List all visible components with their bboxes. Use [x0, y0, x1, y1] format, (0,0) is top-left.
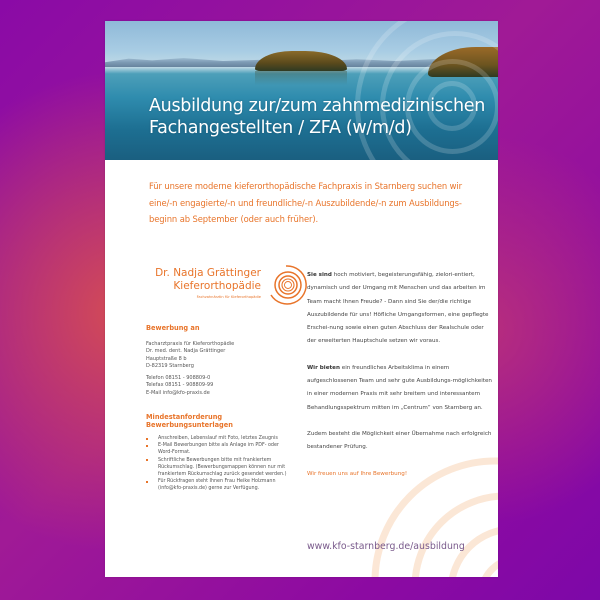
phone: Telefon 08151 - 908809-0	[146, 374, 211, 381]
postal-address	[146, 341, 291, 371]
paragraph-text: hoch motiviert, begeisterungsfähig, zielori-entiert, dynamisch und der Umgang mit Menschen und das arbeiten im Team macht Ihnen Freude? - Dann sind Sie der/die richtige Auszubildende für uns! Höfliche Umgangsformen, eine gepflegte Erschei-nung sowie einen guten Abschluss der Realschule oder der erweiterten Hauptschule setzen wir voraus.	[307, 272, 489, 345]
website-link[interactable]: www.kfo-starnberg.de/ausbildung	[307, 541, 465, 552]
list-item-text: E-Mail Bewerbungen bitte als Anlage im PDF- oder Word-Format.	[158, 443, 279, 456]
list-item	[146, 457, 291, 479]
list-item-text: Schriftliche Bewerbungen bitte mit frankiertem Rückumschlag. (Bewerbungsmappen können nur mit frankiertem Rückumschlag zurück gesendet werden.)	[158, 457, 287, 478]
contact-info	[146, 375, 291, 398]
title-line-1: Ausbildung zur/zum zahnmedizinischen	[149, 96, 485, 116]
page-title	[149, 95, 485, 139]
paragraph-lead: Sie sind	[307, 272, 332, 278]
address-line: Facharztpraxis für Kieferorthopädie	[146, 340, 235, 347]
intro-text: Für unsere moderne kieferorthopädische Fachpraxis in Starnberg suchen wir eine/-n engagierte/-n und freundliche/-n Auszubildende/-n zum Ausbildungs-beginn ab September (oder auch früher).	[149, 181, 462, 224]
fax: Telefax 08151 - 908809-99	[146, 382, 214, 388]
list-item	[146, 442, 291, 456]
island-reflection	[255, 71, 347, 85]
address-line: Dr. med. dent. Nadja Grättinger	[146, 348, 226, 354]
closing-line: Wir freuen uns auf Ihre Bewerbung!	[307, 470, 408, 477]
logo-specialty: Kieferorthopädie	[173, 280, 261, 292]
bullet-icon	[146, 438, 148, 440]
practice-logo	[129, 267, 309, 307]
bullet-icon	[146, 481, 148, 483]
address-line: D-82319 Starnberg	[146, 363, 194, 369]
address-line: Hauptstraße 8 b	[146, 355, 187, 362]
logo-name: Dr. Nadja Grättinger	[155, 267, 261, 279]
bullet-icon	[146, 445, 148, 447]
list-item-text: Anschreiben, Lebenslauf mit Foto, letztes Zeugnis	[158, 436, 278, 441]
hero-banner	[105, 21, 498, 160]
list-item	[146, 435, 291, 442]
requirements-heading-line-1: Mindestanforderung	[146, 413, 223, 421]
list-item	[146, 478, 291, 492]
island	[255, 51, 347, 71]
requirements-heading	[146, 414, 291, 429]
email: E-Mail info@kfo-praxis.de	[146, 389, 210, 396]
paragraph-profile	[307, 269, 492, 349]
paragraph-takeover: Zudem besteht die Möglichkeit einer Übernahme nach erfolgreich bestandener Prüfung.	[307, 430, 492, 451]
requirements-heading-line-2: Bewerbungsunterlagen	[146, 420, 233, 429]
job-description	[307, 269, 492, 494]
application-info	[146, 325, 291, 493]
application-heading: Bewerbung an	[146, 324, 200, 332]
paragraph-text: ein freundliches Arbeitsklima in einem aufgeschlossenen Team und sehr gute Ausbildungs-möglichkeiten in einer modernen Praxis mit sehr breitem und interessantem Behandlungsspektrum mitten im „Centrum“ von Starnberg an.	[307, 364, 492, 411]
bullet-icon	[146, 459, 148, 461]
paragraph-offer	[307, 362, 492, 415]
list-item-text: Für Rückfragen steht Ihnen Frau Heike Holzmann (info@kfo-praxis.de) gerne zur Verfügung.	[158, 479, 276, 492]
paragraph-lead: Wir bieten	[307, 364, 340, 371]
requirements-list	[146, 435, 291, 493]
spiral-icon	[263, 262, 309, 308]
job-posting-flyer	[105, 21, 498, 577]
title-line-2: Fachangestellten / ZFA (w/m/d)	[149, 118, 412, 138]
logo-subtitle: Fachzahnärztin für Kieferorthopädie	[196, 295, 261, 299]
